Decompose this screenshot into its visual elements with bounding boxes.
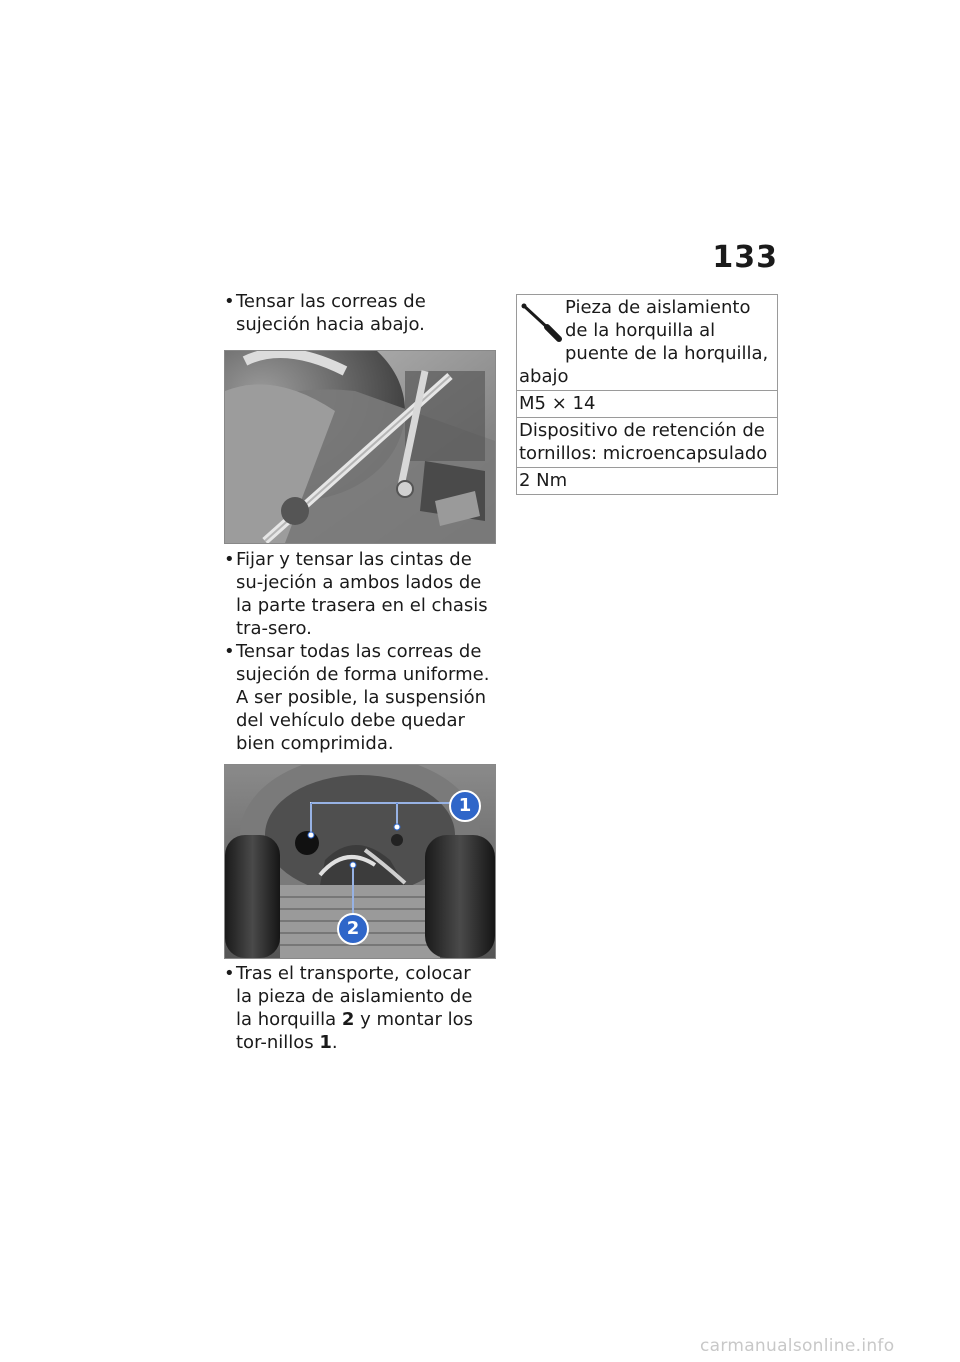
spec-retention: Dispositivo de retención de tornillos: microencapsulado xyxy=(517,418,778,468)
footer-watermark: carmanualsonline.info xyxy=(700,1336,895,1356)
instruction-column xyxy=(224,290,496,336)
step-4-ref-1: 1 xyxy=(319,1032,332,1053)
spec-torque: 2 Nm xyxy=(517,468,778,495)
spec-row-torque xyxy=(517,468,778,495)
strap-photo-illustration xyxy=(225,351,495,543)
callout-1: 1 xyxy=(449,790,481,822)
step-4 xyxy=(224,962,492,1054)
page-number: 133 xyxy=(712,240,778,275)
spec-row-retention xyxy=(517,418,778,468)
instruction-column-3 xyxy=(224,962,496,1054)
step-3: • Tensar todas las correas de sujeción de forma uniforme. A ser posible, la suspensión del vehículo debe quedar bien comprimida. xyxy=(224,640,502,755)
step-2: • Fijar y tensar las cintas de su-jeción a ambos lados de la parte trasera en el chasis tra-sero. xyxy=(224,548,498,640)
step-1: • Tensar las correas de sujeción hacia abajo. xyxy=(224,290,502,336)
spec-size: M5 × 14 xyxy=(517,391,778,418)
spec-row-title xyxy=(517,295,778,391)
torque-spec-table xyxy=(516,294,778,495)
step-4-text-mid: y montar los tor-nillos xyxy=(236,1009,474,1053)
photo-fork-insulation xyxy=(224,764,496,959)
instruction-column-2 xyxy=(224,548,496,755)
step-4-text-end: . xyxy=(331,1032,338,1053)
photo-strap-rear-wheel xyxy=(224,350,496,544)
step-4-text: Tras el transporte, colocar la pieza de aislamiento de la horquilla xyxy=(236,963,473,1030)
spec-row-size xyxy=(517,391,778,418)
step-4-ref-2: 2 xyxy=(341,1009,355,1030)
torque-wrench-icon xyxy=(519,299,563,343)
callout-2: 2 xyxy=(337,913,369,945)
spec-title: Pieza de aislamiento de la horquilla al puente de la horquilla, abajo xyxy=(519,297,769,387)
